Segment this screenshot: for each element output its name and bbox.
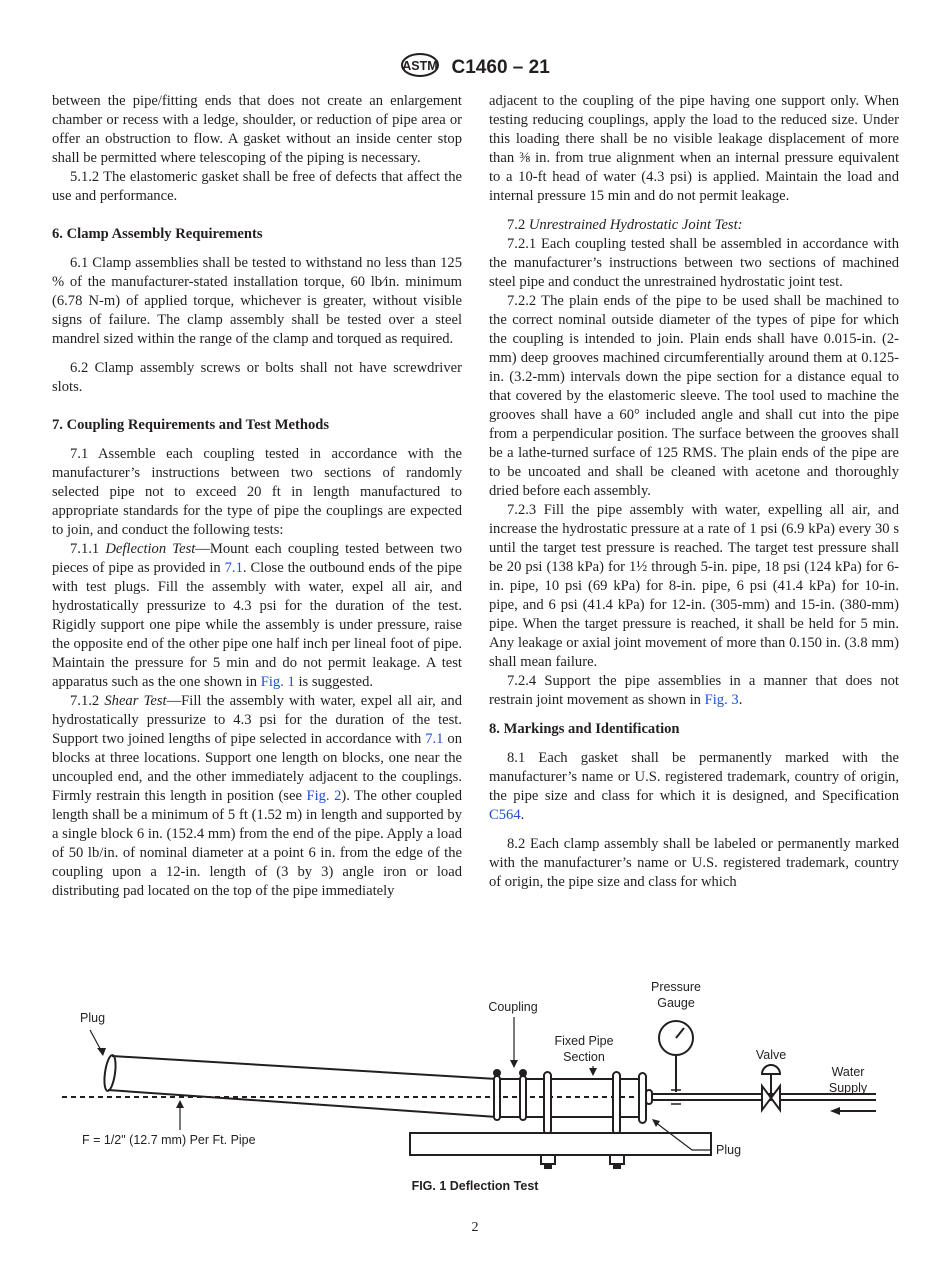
label-pressure: Pressure <box>650 980 702 994</box>
text-run: 7. Coupling Requirements and Test Methods <box>52 417 330 433</box>
left-column <box>52 92 462 901</box>
cross-reference-link[interactable]: 7.1 <box>425 731 444 747</box>
clamp <box>613 1072 620 1134</box>
text-run: —Mount each coupling tested between two pieces of pipe as provided in <box>52 541 462 576</box>
label-deflection: F = 1/2" (12.7 mm) Per Ft. Pipe <box>82 1133 256 1147</box>
spacer <box>52 349 462 359</box>
spacer <box>489 739 899 749</box>
text-run: 6.1 Clamp assemblies shall be tested to withstand no less than 125 % of the manufacturer-stated installation torque, 60 lb⁄in. minimum (6.78 N-m) of applied torque, whichever is greater, without visible signs of failure. The clamp assembly shall be tested over a steel mandrel sized within the range of the clamp and torqued as required. <box>52 255 462 347</box>
designation: C1460 – 21 <box>451 57 550 79</box>
section-heading <box>489 720 899 739</box>
text-run: 8.1 Each gasket shall be permanently marked with the manufacturer’s name or U.S. registered trademark, country of origin, the pipe size and class for which it is designed, and Specification <box>489 750 899 804</box>
clamp <box>544 1072 551 1134</box>
cross-reference-link[interactable]: Fig. 3 <box>704 692 739 708</box>
label-section: Section <box>563 1050 605 1064</box>
paragraph <box>489 501 899 672</box>
figure-caption: FIG. 1 Deflection Test <box>411 1179 539 1193</box>
text-run: on blocks at three locations. Support one length on blocks, one near the uncoupled end, and the other immediately adjacent to the couplings. Firmly restrain this length in position (see <box>52 731 462 804</box>
page-number: 2 <box>471 1220 479 1235</box>
paragraph <box>489 235 899 292</box>
page-header <box>0 52 950 84</box>
cross-reference-link[interactable]: C564 <box>489 807 521 823</box>
coupling-ring <box>520 1076 526 1120</box>
text-run: adjacent to the coupling of the pipe having one support only. When testing reducing couplings, apply the load to the reduced size. Under this loading there shall be no visible leakage displacement of more than ⅜ in. from true alignment when an internal pressure equivalent to a 10-ft head of water (4.3 psi) is applied. Maintain the load and internal pressure 15 min and do not permit leakage. <box>489 93 899 204</box>
paragraph <box>52 445 462 540</box>
italic-text: Deflection Test <box>105 541 196 557</box>
text-run: . <box>520 807 525 823</box>
text-run: —Fill the assembly with water, expel all air, and hydrostatically pressurize to 4.3 psi for the duration of the test. Support two joined lengths of pipe selected in accordance with <box>52 693 463 747</box>
text-run: 7.1 Assemble each coupling tested in accordance with the manufacturer’s instructions between two sections of randomly selected pipe not to exceed 20 ft in length manufactured to appropriate standards for the type of pipe the couplings are expected to join, and conduct the following tests: <box>52 446 462 538</box>
spacer <box>489 825 899 835</box>
text-run: 6. Clamp Assembly Requirements <box>52 226 263 242</box>
figure-1 <box>0 960 950 1215</box>
text-run: ). The other coupled length shall be a minimum of 5 ft (1.52 m) in length and supported by a single block 6 in. (152.4 mm) from the end of the pipe. Apply a load of 50 lb/in. of nominal diameter at a point 6 in. from the edge of the coupling upon a 12-in. length of (3 by 3) angle iron or load distributing pad located on the top of the pipe immediately <box>52 788 462 899</box>
italic-text: Shear Test <box>104 693 167 709</box>
svg-text:ASTM: ASTM <box>402 59 438 73</box>
paragraph <box>489 672 899 710</box>
label-plug-left: Plug <box>80 1011 106 1025</box>
section-heading <box>52 225 462 244</box>
text-run: 7.2.4 Support the pipe assemblies in a manner that does not restrain joint movement as shown in <box>489 673 899 708</box>
text-run: between the pipe/fitting ends that does not create an enlargement chamber or recess with a ledge, shoulder, or reduction of pipe area or offer an obstruction to flow. A gasket without an inside center stop shall be permitted where telescoping of the piping is necessary. <box>52 93 462 166</box>
label-water: Water <box>831 1065 865 1079</box>
paragraph <box>52 359 462 397</box>
text-run: . Close the outbound ends of the pipe with test plugs. Fill the assembly with water, expel all air, and hydrostatically pressurize to 4.3 psi for the duration of the test. Rigidly support one pipe while the assembly is under pressure, raise the opposite end of the other pipe one half inch per lineal foot of pipe. Maintain the pressure for 5 min and do not permit leakage. A test apparatus such as the one shown in <box>52 560 462 690</box>
paragraph <box>489 216 899 235</box>
label-plug-right: Plug <box>716 1143 742 1157</box>
text-run: 7.2 <box>507 217 529 233</box>
text-run: 7.1.1 <box>70 541 106 557</box>
text-run: is suggested. <box>294 674 374 690</box>
text-run: 7.2.1 Each coupling tested shall be assembled in accordance with the manufacturer’s instructions between two sections of machined steel pipe and conduct the unrestrained hydrostatic joint test. <box>489 236 899 290</box>
text-run: . <box>738 692 743 708</box>
text-run: 5.1.2 The elastomeric gasket shall be free of defects that affect the use and performance. <box>52 169 462 204</box>
text-run: 8. Markings and Identification <box>489 721 680 737</box>
tilted-pipe-bottom <box>108 1090 497 1117</box>
spacer <box>52 206 462 225</box>
spacer <box>489 206 899 216</box>
italic-text: Unrestrained Hydrostatic Joint Test: <box>528 217 743 233</box>
right-plug <box>639 1073 646 1123</box>
paragraph <box>489 92 899 206</box>
cross-reference-link[interactable]: Fig. 2 <box>306 788 342 804</box>
deflection-test-diagram <box>0 960 950 1210</box>
paragraph <box>52 92 462 168</box>
paragraph <box>489 292 899 501</box>
spacer <box>52 244 462 254</box>
astm-logo <box>400 52 440 84</box>
text-run: 6.2 Clamp assembly screws or bolts shall not have screwdriver slots. <box>52 360 462 395</box>
label-valve: Valve <box>755 1048 787 1062</box>
cross-reference-link[interactable]: 7.1 <box>224 560 243 576</box>
right-column <box>489 92 899 892</box>
coupling-ring <box>494 1076 500 1120</box>
tilted-pipe-top <box>112 1056 497 1079</box>
spacer <box>489 710 899 720</box>
section-heading <box>52 416 462 435</box>
text-run: 7.2.3 Fill the pipe assembly with water, expelling all air, and increase the hydrostatic pressure at a rate of 1 psi (6.9 kPa) every 30 s until the target test pressure is reached. The target test pressure shall be 20 psi (138 kPa) for 1½ through 5-in. pipe, 18 psi (124 kPa) for 6-in. pipe, 10 psi (69 kPa) for 8-in. pipe, 6 psi (41.4 kPa) for 10-in. pipe, and 6 psi (41.4 kPa) for 12-in. (305-mm) and 15-in. (380-mm) pipe. When the target pressure is reached, it shall be held for 5 min. Any leakage or axial joint movement of more than 0.150 in. (3.8 mm) shall mean failure. <box>489 502 899 670</box>
text-run: 8.2 Each clamp assembly shall be labeled or permanently marked with the manufacturer’s name or U.S. registered trademark, country of origin, the pipe size and class for which <box>489 836 899 890</box>
spacer <box>52 397 462 416</box>
spacer <box>52 435 462 445</box>
paragraph <box>52 540 462 692</box>
support-base <box>410 1133 711 1155</box>
label-gauge: Gauge <box>657 996 695 1010</box>
left-plug <box>103 1054 118 1091</box>
paragraph <box>489 749 899 825</box>
label-supply: Supply <box>828 1081 868 1095</box>
paragraph <box>52 254 462 349</box>
label-coupling: Coupling <box>488 1000 538 1014</box>
paragraph <box>52 692 462 901</box>
label-fixed-pipe: Fixed Pipe <box>554 1034 614 1048</box>
text-run: 7.2.2 The plain ends of the pipe to be used shall be machined to the correct nominal outside diameter of the types of pipe for which the coupling is intended to join. Plain ends shall have 0.015-in. (2-mm) deep grooves machined circumferentially around them at 0.125-in. (3.2-mm) intervals down the pipe section for a distance equal to that covered by the elastomeric sleeve. The tool used to machine the grooves shall have a 60° included angle and shall cut into the pipe from a perpendicular position. The surface between the grooves shall be a lathe-turned surface of 125 RMS. The plain ends of the pipe are to be uncoated and shall be cleaned with acetone and thoroughly dried before each assembly. <box>489 293 899 499</box>
paragraph <box>52 168 462 206</box>
text-run: 7.1.2 <box>70 693 105 709</box>
paragraph <box>489 835 899 892</box>
cross-reference-link[interactable]: Fig. 1 <box>260 674 295 690</box>
